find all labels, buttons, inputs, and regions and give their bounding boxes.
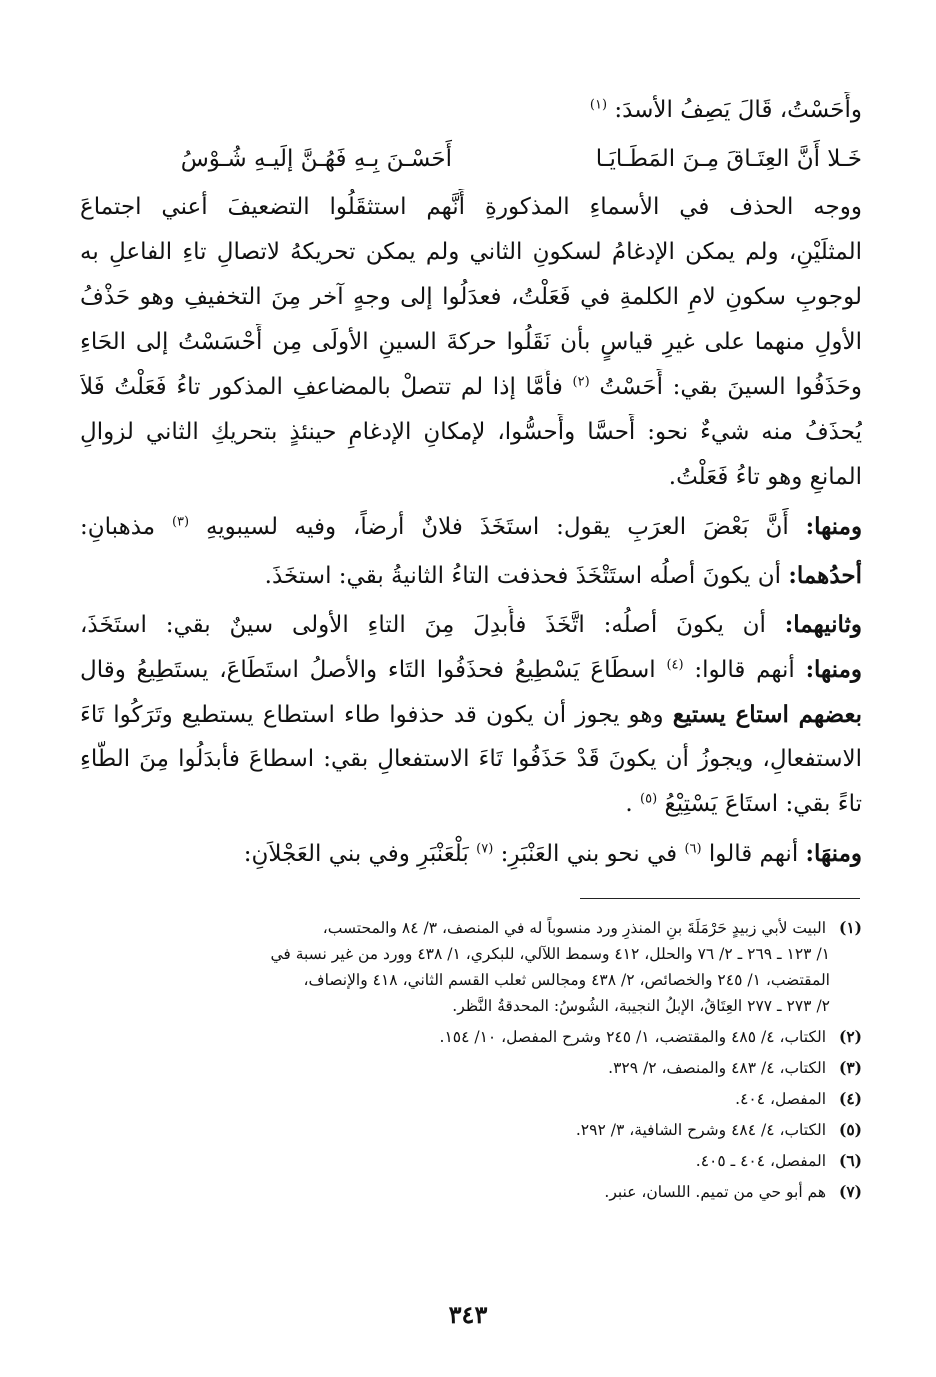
line-text: وحَذَفُوا السينَ بقي: أَحَسْتُ bbox=[599, 374, 862, 400]
line-text: وأَحَسْتُ، قَالَ يَصِفُ الأسدَ: bbox=[614, 97, 862, 123]
paragraph-line: لوجوبِ سكونِ لامِ الكلمةِ في فَعَلْتُ، فعدَلُوا إلى وجهٍ آخر مِنَ التخفيفِ وهو حَذْفُ bbox=[80, 284, 862, 310]
footnote-line bbox=[80, 1117, 862, 1143]
footnote-ref: (١) bbox=[589, 97, 608, 113]
footnotes bbox=[80, 915, 862, 1205]
paragraph-line bbox=[80, 696, 862, 733]
paragraph-line: الأولِ منهما على غيرِ قياسٍ بأن نَقَلُوا حركةَ السينِ الأولَى مِن أَحْسَسْتُ إلى الحَاءِ bbox=[80, 329, 862, 355]
footnote-number: (٦) bbox=[838, 1151, 862, 1170]
paragraph-line bbox=[80, 369, 862, 406]
line-text: اسطَاعَ يَسْطِيعُ فحذَفُوا التَاء والأصلُ استَطَاعَ، يستَطِيعُ وقال bbox=[80, 657, 656, 683]
paragraph-line: يُحذَفُ منه شيءٌ نحو: أَحسَّا وأَحسُّوا، لإمكانِ الإدغامِ حينئذٍ بتحريكِ الثاني لزوالِ bbox=[80, 419, 862, 445]
paragraph-line bbox=[80, 606, 862, 643]
line-text: فأَمَّا إذا لم تتصلْ بالمضاعفِ المذكور تاءُ فَعَلْتُ فَلاَ bbox=[80, 374, 563, 400]
line-text: أنهم قالوا bbox=[708, 841, 799, 867]
section-label: أحدُهما: bbox=[788, 562, 862, 589]
footnote-ref: (٤) bbox=[666, 657, 684, 673]
footnote-text: الكتاب، ٤/ ٤٨٤ وشرح الشافية، ٣/ ٢٩٢. bbox=[575, 1121, 827, 1139]
line-text: أَنَّ بَعْضَ العرَبِ يقول: استَخَذَ فلانٌ أرضاً، وفيه لسيبويهِ bbox=[205, 514, 789, 540]
poetry-verse bbox=[80, 137, 862, 181]
section-label: ومنهَا: bbox=[805, 840, 862, 867]
text-line bbox=[80, 92, 862, 129]
paragraph-line: ووجه الحذف في الأسماءِ المذكورةِ أَنَّهم استثقَلُوا التضعيفَ أعني اجتماعَ bbox=[80, 194, 862, 220]
verse-second-hemistich: أَحَسْـنَ بِـهِ فَهُـنَّ إلَيـهِ شُـوْسُ bbox=[180, 146, 452, 172]
footnote-number: (٤) bbox=[838, 1089, 862, 1108]
footnote-ref: (٥) bbox=[640, 791, 658, 807]
paragraph-line bbox=[80, 557, 862, 594]
line-text: أن يكونَ أصلُه: اتَّخَذَ فأُبدِلَ مِنَ التاءِ الأولى سينٌ بقي: استَخَذَ، bbox=[80, 612, 766, 638]
line-text: أنهم قالوا: bbox=[694, 657, 795, 683]
paragraph-line bbox=[80, 786, 862, 823]
footnote-number: (١) bbox=[838, 918, 862, 937]
line-text: أن يكونَ أصلُه استَتْخَذَ فحذفت التاءُ الثانيةُ بقي: استخَذَ. bbox=[264, 563, 782, 589]
footnote-text: هم أبو حي من تميم. اللسان، عنبر. bbox=[604, 1183, 827, 1201]
footnote-line bbox=[80, 1148, 862, 1174]
footnote-line bbox=[80, 915, 862, 941]
line-text: وهو يجوز أن يكون قد حذفوا طاء استطاع يستطيع وتَرَكُوا تَاءَ bbox=[80, 702, 664, 728]
section-label: وثانيهما: bbox=[784, 611, 862, 638]
paragraph-line: الاستفعالِ، ويجوزُ أن يكونَ قَدْ حَذَفُوا تَاءَ الاستفعالِ بقي: اسطاعَ فأبدَلُوا مِنَ الطَّاءِ bbox=[80, 746, 862, 772]
line-text: . bbox=[625, 791, 633, 817]
footnote-line bbox=[80, 1086, 862, 1112]
paragraph-line bbox=[80, 835, 862, 872]
footnote-number: (٣) bbox=[838, 1058, 862, 1077]
paragraph-line bbox=[80, 508, 862, 545]
footnote-text: المفصل، ٤٠٤. bbox=[735, 1090, 827, 1108]
line-text: مذهبانِ: bbox=[80, 514, 156, 540]
footnote-line bbox=[80, 1055, 862, 1081]
footnote-number: (٢) bbox=[838, 1027, 862, 1046]
footnote-ref: (٧) bbox=[476, 841, 494, 857]
paragraph-line bbox=[80, 651, 862, 688]
footnote-ref: (٣) bbox=[171, 514, 190, 530]
line-text: تاءً بقي: استَاعَ يَسْتِيْعُ bbox=[664, 791, 862, 817]
footnote-ref: (٢) bbox=[572, 374, 590, 390]
footnote-line: ١/ ١٢٣ ـ ٢٦٩ ـ ٢/ ٧٦ والحلل، ٤١٢ وسمط اللآلي، للبكري، ١/ ٤٣٨ وورد من غير نسبة في bbox=[270, 945, 830, 963]
paragraph-line: المانعِ وهو تاءُ فَعَلْتُ. bbox=[668, 464, 862, 490]
line-text: بَلْعَنْبَرِ وفي بني العَجْلاَنِ: bbox=[243, 841, 469, 867]
footnote-text: الكتاب، ٤/ ٤٨٣ والمنصف، ٢/ ٣٢٩. bbox=[608, 1059, 827, 1077]
footnote-ref: (٦) bbox=[684, 841, 702, 857]
page-number: ٣٤٣ bbox=[448, 1300, 488, 1329]
footnote-separator bbox=[580, 898, 860, 899]
section-label: ومنها: bbox=[805, 656, 862, 683]
verse-first-hemistich: خَـلا أَنَّ العِتَـاقَ مِـنَ المَطَـايَـا bbox=[595, 146, 862, 172]
footnote-line bbox=[80, 1179, 862, 1205]
footnote-text: البيت لأبي زبيدٍ حَرْمَلَةَ بنِ المنذرِ ورد منسوباً له في المنصف، ٣/ ٨٤ والمحتسب، bbox=[322, 919, 827, 937]
footnote-line bbox=[80, 1024, 862, 1050]
section-label: ومنها: bbox=[805, 513, 862, 540]
footnote-line: المقتضب، ١/ ٢٤٥ والخصائص، ٢/ ٤٣٨ ومجالس ثعلب القسم الثاني، ٤١٨ والإنصاف، bbox=[303, 971, 830, 989]
footnote-number: (٥) bbox=[838, 1120, 862, 1139]
footnote-number: (٧) bbox=[838, 1182, 862, 1201]
bold-phrase: بعضهم استاع يستيع bbox=[672, 701, 862, 728]
main-text bbox=[80, 92, 862, 872]
footnote-line: ٢/ ٢٧٣ ـ ٢٧٧ العِتَاقُ، الإبلُ النجيبة، الشُوسُ: المحدقةُ النَّظر. bbox=[452, 997, 830, 1015]
footnote-text: المفصل، ٤٠٤ ـ ٤٠٥. bbox=[695, 1152, 827, 1170]
line-text: في نحو بني العَنْبَرِ: bbox=[500, 841, 678, 867]
footnote-text: الكتاب، ٤/ ٤٨٥ والمقتضب، ١/ ٢٤٥ وشرح المفصل، ١٠/ ١٥٤. bbox=[439, 1028, 827, 1046]
paragraph-line: المثلَيْنِ، ولم يمكن الإدغامُ لسكونِ الثاني ولم يمكن تحريكهُ لاتصالِ تاءِ الفاعلِ به bbox=[80, 239, 862, 265]
